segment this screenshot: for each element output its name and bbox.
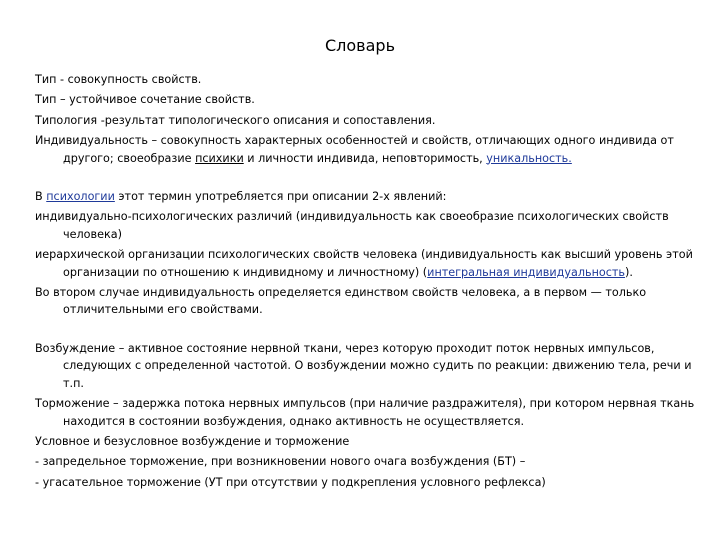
second-case: Во втором случае индивидуальность определяется единством свойств человека, а в первом — только отличительными его свойствами. (35, 286, 647, 317)
psychology-link[interactable]: психологии (46, 190, 115, 204)
text-segment: этот термин употребляется при описании 2-х явлений: (114, 190, 447, 204)
psychology-usage (35, 188, 695, 205)
hierarchical-organization (35, 246, 695, 281)
text-segment: Индивидуальность – совокупность характерных особенностей и свойств, отличающих одного индивида от другого; своеобразие (35, 134, 674, 165)
slide-content (35, 71, 695, 494)
definition-inhibition: Торможение – задержка потока нервных импульсов (при наличие раздражителя), при котором нервная ткань находится в состоянии возбуждения, однако активность не осуществляется. (35, 397, 695, 428)
text-segment: ). (625, 265, 633, 279)
slide-title: Словарь (324, 36, 395, 55)
transmarginal-inhibition: - запредельное торможение, при возникновении нового очага возбуждения (БТ) – (35, 455, 526, 469)
psyche-underlined: психики (195, 151, 244, 165)
text-segment: иерархической организации психологических свойств человека (индивидуальность как высший уровень этой организации по отношению к индивидному и личностному) ( (35, 248, 693, 279)
definition-typology: Типология -результат типологического описания и сопоставления. (35, 113, 436, 127)
definition-type-2: Тип – устойчивое сочетание свойств. (35, 93, 255, 107)
text-segment: В (35, 190, 47, 204)
text-segment: и личности индивида, неповторимость, (243, 151, 487, 165)
definition-excitation: Возбуждение – активное состояние нервной ткани, через которую проходит поток нервных импульсов, следующих с определенной частотой. О возбуждении можно судить по реакции: движению тела, речи и т.п. (35, 341, 692, 390)
uniqueness-link[interactable]: уникальность. (486, 151, 572, 165)
individual-differences: индивидуально-психологических различий (индивидуальность как своеобразие психологических свойств человека) (35, 210, 669, 241)
spacer (35, 322, 695, 340)
conditional-unconditional: Условное и безусловное возбуждение и торможение (35, 434, 350, 448)
extinctive-inhibition: - угасательное торможение (УТ при отсутствии у подкрепления условного рефлекса) (35, 475, 546, 489)
integral-individuality-link[interactable]: интегральная индивидуальность (427, 265, 626, 279)
definition-type: Тип - совокупность свойств. (35, 73, 202, 86)
spacer (35, 170, 695, 188)
definition-individuality (35, 132, 695, 167)
